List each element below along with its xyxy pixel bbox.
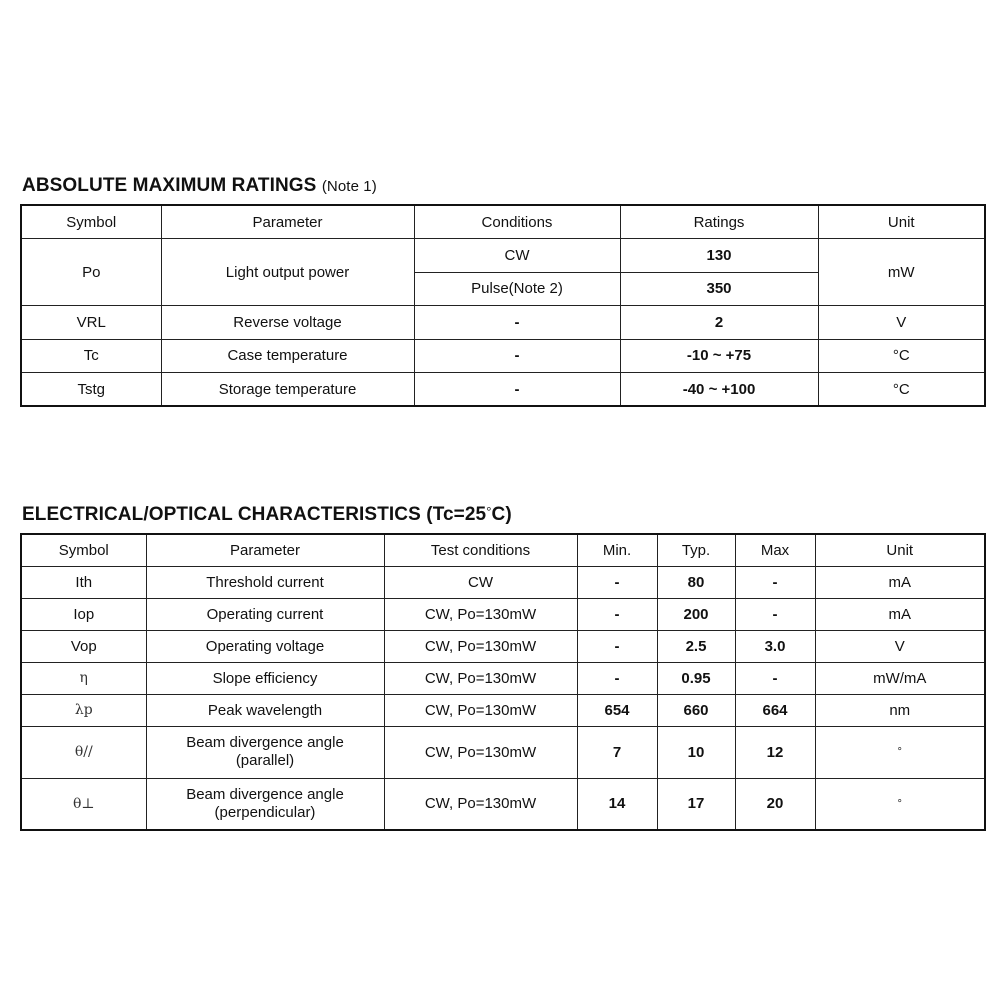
cell-symbol: λp (21, 694, 146, 726)
table-row (21, 566, 985, 598)
header-symbol: Symbol (21, 534, 146, 566)
cell-max: 12 (735, 726, 815, 778)
cell-typ: 200 (657, 598, 735, 630)
cell-conditions: CW (414, 239, 620, 273)
cell-unit: °C (818, 373, 985, 407)
cell-max: - (735, 598, 815, 630)
table-row (21, 239, 985, 273)
eoc-title-end: C) (491, 504, 512, 525)
cell-parameter (146, 726, 384, 778)
cell-parameter: Operating current (146, 598, 384, 630)
table-row (21, 598, 985, 630)
cell-min: 654 (577, 694, 657, 726)
cell-test-conditions: CW (384, 566, 577, 598)
cell-unit: V (818, 306, 985, 340)
eoc-section-title (22, 504, 512, 526)
cell-symbol: θ// (21, 726, 146, 778)
cell-conditions: - (414, 339, 620, 373)
cell-unit: ° (815, 778, 985, 830)
cell-conditions: - (414, 373, 620, 407)
table-row (21, 339, 985, 373)
cell-test-conditions: CW, Po=130mW (384, 630, 577, 662)
header-typ: Typ. (657, 534, 735, 566)
cell-max: 20 (735, 778, 815, 830)
cell-symbol: θ⊥ (21, 778, 146, 830)
cell-min: - (577, 598, 657, 630)
header-max: Max (735, 534, 815, 566)
cell-min: - (577, 662, 657, 694)
cell-unit: mW (818, 239, 985, 306)
cell-symbol: Tstg (21, 373, 161, 407)
table-row (21, 373, 985, 407)
cell-parameter: Threshold current (146, 566, 384, 598)
parameter-line-2: (parallel) (235, 752, 295, 769)
cell-parameter: Operating voltage (146, 630, 384, 662)
cell-max: - (735, 566, 815, 598)
cell-rating: 130 (620, 239, 818, 273)
table-row (21, 662, 985, 694)
cell-min: 7 (577, 726, 657, 778)
cell-max: - (735, 662, 815, 694)
cell-typ: 80 (657, 566, 735, 598)
parameter-line-1: Beam divergence angle (186, 785, 344, 803)
header-min: Min. (577, 534, 657, 566)
cell-test-conditions: CW, Po=130mW (384, 598, 577, 630)
cell-typ: 2.5 (657, 630, 735, 662)
cell-conditions: Pulse(Note 2) (414, 272, 620, 306)
cell-parameter: Light output power (161, 239, 414, 306)
eoc-title-degree: ° (486, 504, 492, 519)
header-parameter: Parameter (146, 534, 384, 566)
cell-parameter: Slope efficiency (146, 662, 384, 694)
cell-parameter: Storage temperature (161, 373, 414, 407)
cell-unit: mA (815, 598, 985, 630)
table-row (21, 694, 985, 726)
cell-rating: -10 ~ +75 (620, 339, 818, 373)
table-row (21, 630, 985, 662)
cell-min: - (577, 566, 657, 598)
table-row (21, 726, 985, 778)
cell-unit: °C (818, 339, 985, 373)
cell-symbol: Iop (21, 598, 146, 630)
cell-parameter: Reverse voltage (161, 306, 414, 340)
cell-parameter: Peak wavelength (146, 694, 384, 726)
cell-test-conditions: CW, Po=130mW (384, 662, 577, 694)
cell-symbol: Po (21, 239, 161, 306)
cell-parameter (146, 778, 384, 830)
cell-symbol: Tc (21, 339, 161, 373)
eoc-title-main: ELECTRICAL/OPTICAL CHARACTERISTICS (Tc=25 (22, 504, 487, 525)
table-row (21, 778, 985, 830)
cell-typ: 660 (657, 694, 735, 726)
electrical-optical-characteristics-table (20, 533, 986, 831)
table-row (21, 306, 985, 340)
cell-min: 14 (577, 778, 657, 830)
cell-conditions: - (414, 306, 620, 340)
cell-max: 3.0 (735, 630, 815, 662)
cell-typ: 0.95 (657, 662, 735, 694)
cell-symbol: Ith (21, 566, 146, 598)
header-parameter: Parameter (161, 205, 414, 239)
amr-title-text: ABSOLUTE MAXIMUM RATINGS (22, 175, 317, 196)
header-conditions: Conditions (414, 205, 620, 239)
cell-rating: -40 ~ +100 (620, 373, 818, 407)
cell-typ: 17 (657, 778, 735, 830)
header-unit: Unit (818, 205, 985, 239)
cell-unit: mA (815, 566, 985, 598)
cell-test-conditions: CW, Po=130mW (384, 694, 577, 726)
cell-unit: mW/mA (815, 662, 985, 694)
cell-rating: 350 (620, 272, 818, 306)
header-test-conditions: Test conditions (384, 534, 577, 566)
header-ratings: Ratings (620, 205, 818, 239)
cell-unit: ° (815, 726, 985, 778)
cell-unit: nm (815, 694, 985, 726)
absolute-maximum-ratings-table (20, 204, 986, 407)
header-unit: Unit (815, 534, 985, 566)
parameter-line-2: (perpendicular) (214, 803, 316, 821)
table-header-row (21, 205, 985, 239)
parameter-line-1: Beam divergence angle (186, 734, 344, 751)
cell-symbol: η (21, 662, 146, 694)
table-header-row (21, 534, 985, 566)
header-symbol: Symbol (21, 205, 161, 239)
amr-section-title (22, 175, 377, 197)
cell-parameter: Case temperature (161, 339, 414, 373)
cell-typ: 10 (657, 726, 735, 778)
cell-min: - (577, 630, 657, 662)
cell-symbol: VRL (21, 306, 161, 340)
cell-symbol: Vop (21, 630, 146, 662)
cell-test-conditions: CW, Po=130mW (384, 778, 577, 830)
cell-unit: V (815, 630, 985, 662)
amr-title-note: (Note 1) (321, 178, 377, 195)
cell-rating: 2 (620, 306, 818, 340)
cell-max: 664 (735, 694, 815, 726)
cell-test-conditions: CW, Po=130mW (384, 726, 577, 778)
